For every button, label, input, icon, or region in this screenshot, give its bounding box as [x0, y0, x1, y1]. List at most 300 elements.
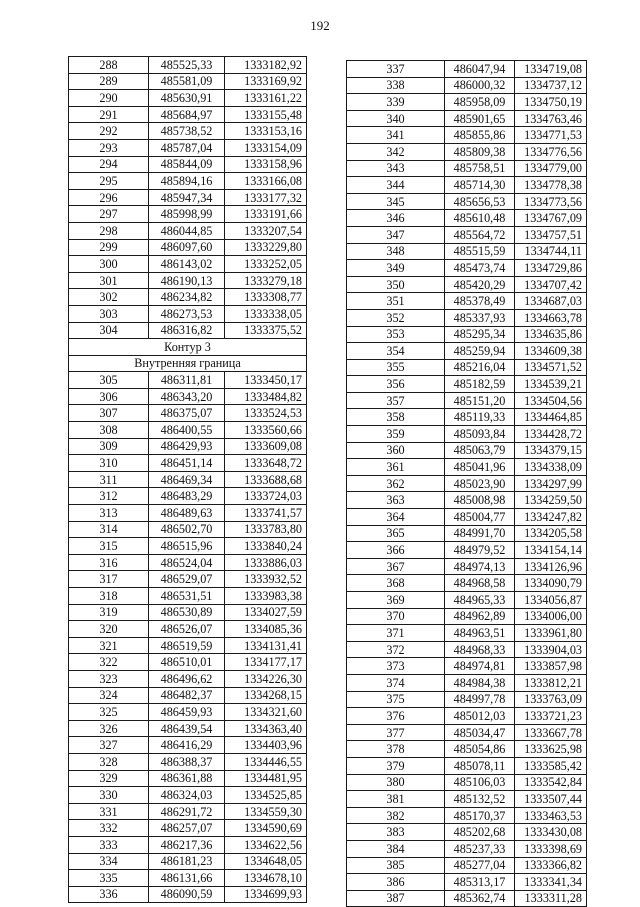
point-number: 341 — [347, 127, 445, 144]
x-coordinate: 485170,37 — [445, 807, 515, 824]
y-coordinate: 1333783,80 — [225, 521, 307, 538]
table-row — [69, 886, 307, 903]
x-coordinate: 485259,94 — [445, 343, 515, 360]
table-row — [69, 438, 307, 455]
point-number: 317 — [69, 571, 149, 588]
y-coordinate: 1333840,24 — [225, 538, 307, 555]
y-coordinate: 1333166,08 — [225, 173, 307, 190]
table-row — [347, 61, 587, 78]
x-coordinate: 485787,04 — [149, 139, 225, 156]
x-coordinate: 485106,03 — [445, 774, 515, 791]
table-row — [347, 641, 587, 658]
point-number: 352 — [347, 309, 445, 326]
table-row — [347, 525, 587, 542]
x-coordinate: 485855,86 — [445, 127, 515, 144]
table-row — [69, 206, 307, 223]
x-coordinate: 486316,82 — [149, 322, 225, 339]
x-coordinate: 486530,89 — [149, 604, 225, 621]
y-coordinate: 1333308,77 — [225, 289, 307, 306]
y-coordinate: 1333932,52 — [225, 571, 307, 588]
table-row — [69, 156, 307, 173]
table-row — [347, 724, 587, 741]
table-row — [347, 608, 587, 625]
y-coordinate: 1334205,58 — [515, 525, 587, 542]
x-coordinate: 485809,38 — [445, 143, 515, 160]
x-coordinate: 485581,09 — [149, 73, 225, 90]
x-coordinate: 486524,04 — [149, 554, 225, 571]
point-number: 289 — [69, 73, 149, 90]
table-row — [69, 588, 307, 605]
table-row — [347, 127, 587, 144]
y-coordinate: 1333161,22 — [225, 90, 307, 107]
y-coordinate: 1334481,95 — [225, 770, 307, 787]
point-number: 332 — [69, 820, 149, 837]
x-coordinate: 484965,33 — [445, 592, 515, 609]
table-row — [347, 890, 587, 907]
point-number: 309 — [69, 438, 149, 455]
table-row — [69, 853, 307, 870]
y-coordinate: 1333430,08 — [515, 824, 587, 841]
point-number: 344 — [347, 177, 445, 194]
point-number: 371 — [347, 625, 445, 642]
point-number: 368 — [347, 575, 445, 592]
table-row — [347, 741, 587, 758]
point-number: 297 — [69, 206, 149, 223]
point-number: 314 — [69, 521, 149, 538]
table-row — [347, 658, 587, 675]
table-row — [69, 189, 307, 206]
y-coordinate: 1333609,08 — [225, 438, 307, 455]
point-number: 312 — [69, 488, 149, 505]
x-coordinate: 486429,93 — [149, 438, 225, 455]
y-coordinate: 1334177,17 — [225, 654, 307, 671]
table-row — [347, 475, 587, 492]
y-coordinate: 1333648,72 — [225, 455, 307, 472]
x-coordinate: 485008,98 — [445, 492, 515, 509]
x-coordinate: 485894,16 — [149, 173, 225, 190]
table-row — [69, 106, 307, 123]
y-coordinate: 1334321,60 — [225, 704, 307, 721]
table-row — [69, 737, 307, 754]
y-coordinate: 1334446,55 — [225, 753, 307, 770]
point-number: 306 — [69, 388, 149, 405]
boundary-subtitle: Внутренняя граница — [69, 355, 307, 372]
x-coordinate: 486388,37 — [149, 753, 225, 770]
x-coordinate: 485738,52 — [149, 123, 225, 140]
table-row — [347, 757, 587, 774]
point-number: 348 — [347, 243, 445, 260]
y-coordinate: 1333667,78 — [515, 724, 587, 741]
table-row — [347, 160, 587, 177]
y-coordinate: 1334663,78 — [515, 309, 587, 326]
table-row — [347, 509, 587, 526]
y-coordinate: 1333279,18 — [225, 272, 307, 289]
y-coordinate: 1334338,09 — [515, 459, 587, 476]
x-coordinate: 485295,34 — [445, 326, 515, 343]
y-coordinate: 1334154,14 — [515, 542, 587, 559]
page-number: 192 — [310, 18, 330, 33]
table-row — [69, 554, 307, 571]
x-coordinate: 486496,62 — [149, 670, 225, 687]
y-coordinate: 1333625,98 — [515, 741, 587, 758]
table-row — [347, 708, 587, 725]
point-number: 356 — [347, 376, 445, 393]
y-coordinate: 1334757,51 — [515, 226, 587, 243]
table-row — [347, 392, 587, 409]
y-coordinate: 1333341,34 — [515, 874, 587, 891]
table-row — [69, 173, 307, 190]
y-coordinate: 1333904,03 — [515, 641, 587, 658]
table-row — [69, 256, 307, 273]
x-coordinate: 484968,33 — [445, 641, 515, 658]
y-coordinate: 1334729,86 — [515, 260, 587, 277]
point-number: 354 — [347, 343, 445, 360]
point-number: 328 — [69, 753, 149, 770]
point-number: 373 — [347, 658, 445, 675]
point-number: 295 — [69, 173, 149, 190]
x-coordinate: 485012,03 — [445, 708, 515, 725]
table-row — [69, 870, 307, 887]
y-coordinate: 1333961,80 — [515, 625, 587, 642]
x-coordinate: 485277,04 — [445, 857, 515, 874]
point-number: 313 — [69, 505, 149, 522]
point-number: 345 — [347, 193, 445, 210]
table-row — [69, 770, 307, 787]
x-coordinate: 485237,33 — [445, 840, 515, 857]
table-row — [347, 674, 587, 691]
point-number: 302 — [69, 289, 149, 306]
x-coordinate: 484974,13 — [445, 558, 515, 575]
y-coordinate: 1334719,08 — [515, 61, 587, 78]
point-number: 333 — [69, 836, 149, 853]
y-coordinate: 1334539,21 — [515, 376, 587, 393]
x-coordinate: 486375,07 — [149, 405, 225, 422]
y-coordinate: 1333207,54 — [225, 222, 307, 239]
right-table-rows — [347, 61, 587, 907]
x-coordinate: 486190,13 — [149, 272, 225, 289]
y-coordinate: 1334027,59 — [225, 604, 307, 621]
x-coordinate: 485119,33 — [445, 409, 515, 426]
table-row — [69, 289, 307, 306]
point-number: 339 — [347, 94, 445, 111]
y-coordinate: 1333191,66 — [225, 206, 307, 223]
y-coordinate: 1334771,53 — [515, 127, 587, 144]
table-row — [347, 276, 587, 293]
point-number: 299 — [69, 239, 149, 256]
x-coordinate: 485023,90 — [445, 475, 515, 492]
y-coordinate: 1334297,99 — [515, 475, 587, 492]
y-coordinate: 1333983,38 — [225, 588, 307, 605]
x-coordinate: 485078,11 — [445, 757, 515, 774]
point-number: 324 — [69, 687, 149, 704]
point-number: 358 — [347, 409, 445, 426]
y-coordinate: 1334773,56 — [515, 193, 587, 210]
table-row — [347, 193, 587, 210]
point-number: 335 — [69, 870, 149, 887]
x-coordinate: 486519,59 — [149, 637, 225, 654]
table-row — [69, 704, 307, 721]
x-coordinate: 484974,81 — [445, 658, 515, 675]
y-coordinate: 1334090,79 — [515, 575, 587, 592]
point-number: 346 — [347, 210, 445, 227]
y-coordinate: 1334085,36 — [225, 621, 307, 638]
x-coordinate: 486097,60 — [149, 239, 225, 256]
table-row — [347, 343, 587, 360]
point-number: 376 — [347, 708, 445, 725]
coordinates-table-left — [68, 56, 307, 903]
table-row — [347, 177, 587, 194]
point-number: 363 — [347, 492, 445, 509]
x-coordinate: 485610,48 — [445, 210, 515, 227]
table-row — [347, 260, 587, 277]
table-row — [347, 807, 587, 824]
point-number: 334 — [69, 853, 149, 870]
x-coordinate: 485420,29 — [445, 276, 515, 293]
table-row — [347, 359, 587, 376]
y-coordinate: 1334687,03 — [515, 293, 587, 310]
x-coordinate: 485216,04 — [445, 359, 515, 376]
point-number: 321 — [69, 637, 149, 654]
point-number: 375 — [347, 691, 445, 708]
table-row — [69, 90, 307, 107]
y-coordinate: 1334763,46 — [515, 110, 587, 127]
point-number: 288 — [69, 57, 149, 74]
y-coordinate: 1333169,92 — [225, 73, 307, 90]
y-coordinate: 1333857,98 — [515, 658, 587, 675]
y-coordinate: 1334226,30 — [225, 670, 307, 687]
x-coordinate: 486090,59 — [149, 886, 225, 903]
table-row — [69, 637, 307, 654]
table-row — [347, 625, 587, 642]
point-number: 307 — [69, 405, 149, 422]
point-number: 381 — [347, 791, 445, 808]
point-number: 292 — [69, 123, 149, 140]
point-number: 326 — [69, 720, 149, 737]
x-coordinate: 485054,86 — [445, 741, 515, 758]
table-row — [69, 687, 307, 704]
point-number: 329 — [69, 770, 149, 787]
point-number: 325 — [69, 704, 149, 721]
point-number: 385 — [347, 857, 445, 874]
y-coordinate: 1334699,93 — [225, 886, 307, 903]
point-number: 370 — [347, 608, 445, 625]
table-row — [69, 488, 307, 505]
table-row — [347, 840, 587, 857]
x-coordinate: 486502,70 — [149, 521, 225, 538]
point-number: 311 — [69, 471, 149, 488]
x-coordinate: 485844,09 — [149, 156, 225, 173]
x-coordinate: 485630,91 — [149, 90, 225, 107]
x-coordinate: 484979,52 — [445, 542, 515, 559]
point-number: 298 — [69, 222, 149, 239]
point-number: 290 — [69, 90, 149, 107]
point-number: 382 — [347, 807, 445, 824]
table-row — [347, 94, 587, 111]
y-coordinate: 1334779,00 — [515, 160, 587, 177]
point-number: 364 — [347, 509, 445, 526]
x-coordinate: 486234,82 — [149, 289, 225, 306]
point-number: 384 — [347, 840, 445, 857]
point-number: 361 — [347, 459, 445, 476]
table-row — [347, 874, 587, 891]
y-coordinate: 1334268,15 — [225, 687, 307, 704]
y-coordinate: 1334006,00 — [515, 608, 587, 625]
table-row — [69, 272, 307, 289]
point-number: 316 — [69, 554, 149, 571]
point-number: 365 — [347, 525, 445, 542]
point-number: 338 — [347, 77, 445, 94]
table-row — [347, 575, 587, 592]
table-row — [69, 422, 307, 439]
table-row — [347, 243, 587, 260]
x-coordinate: 485758,51 — [445, 160, 515, 177]
point-number: 308 — [69, 422, 149, 439]
table-row — [69, 305, 307, 322]
y-coordinate: 1334525,85 — [225, 787, 307, 804]
y-coordinate: 1334622,56 — [225, 836, 307, 853]
table-row — [347, 143, 587, 160]
point-number: 378 — [347, 741, 445, 758]
point-number: 379 — [347, 757, 445, 774]
y-coordinate: 1334131,41 — [225, 637, 307, 654]
x-coordinate: 485564,72 — [445, 226, 515, 243]
y-coordinate: 1334744,11 — [515, 243, 587, 260]
point-number: 349 — [347, 260, 445, 277]
y-coordinate: 1334590,69 — [225, 820, 307, 837]
x-coordinate: 486000,32 — [445, 77, 515, 94]
section-title-row — [69, 339, 307, 356]
table-row — [69, 604, 307, 621]
x-coordinate: 486047,94 — [445, 61, 515, 78]
x-coordinate: 486273,53 — [149, 305, 225, 322]
table-row — [69, 803, 307, 820]
x-coordinate: 485132,52 — [445, 791, 515, 808]
section-subtitle-row — [69, 355, 307, 372]
y-coordinate: 1334056,87 — [515, 592, 587, 609]
x-coordinate: 485313,17 — [445, 874, 515, 891]
y-coordinate: 1333153,16 — [225, 123, 307, 140]
y-coordinate: 1333507,44 — [515, 791, 587, 808]
y-coordinate: 1333311,28 — [515, 890, 587, 907]
table-row — [347, 409, 587, 426]
point-number: 347 — [347, 226, 445, 243]
table-row — [347, 426, 587, 443]
point-number: 383 — [347, 824, 445, 841]
table-row — [347, 691, 587, 708]
point-number: 355 — [347, 359, 445, 376]
table-row — [69, 123, 307, 140]
x-coordinate: 486439,54 — [149, 720, 225, 737]
x-coordinate: 486257,07 — [149, 820, 225, 837]
y-coordinate: 1334778,38 — [515, 177, 587, 194]
point-number: 291 — [69, 106, 149, 123]
x-coordinate: 485958,09 — [445, 94, 515, 111]
table-row — [69, 505, 307, 522]
point-number: 343 — [347, 160, 445, 177]
point-number: 340 — [347, 110, 445, 127]
x-coordinate: 485901,65 — [445, 110, 515, 127]
table-row — [69, 222, 307, 239]
x-coordinate: 486143,02 — [149, 256, 225, 273]
y-coordinate: 1334464,85 — [515, 409, 587, 426]
x-coordinate: 485362,74 — [445, 890, 515, 907]
x-coordinate: 485337,93 — [445, 309, 515, 326]
table-row — [69, 670, 307, 687]
table-row — [347, 326, 587, 343]
point-number: 293 — [69, 139, 149, 156]
y-coordinate: 1333741,57 — [225, 505, 307, 522]
point-number: 360 — [347, 442, 445, 459]
point-number: 304 — [69, 322, 149, 339]
table-row — [69, 621, 307, 638]
table-row — [69, 139, 307, 156]
point-number: 337 — [347, 61, 445, 78]
x-coordinate: 485004,77 — [445, 509, 515, 526]
y-coordinate: 1334379,15 — [515, 442, 587, 459]
x-coordinate: 486343,20 — [149, 388, 225, 405]
x-coordinate: 486489,63 — [149, 505, 225, 522]
table-row — [347, 592, 587, 609]
y-coordinate: 1333463,53 — [515, 807, 587, 824]
y-coordinate: 1333252,05 — [225, 256, 307, 273]
y-coordinate: 1334737,12 — [515, 77, 587, 94]
y-coordinate: 1333484,82 — [225, 388, 307, 405]
point-number: 353 — [347, 326, 445, 343]
table-row — [347, 558, 587, 575]
y-coordinate: 1333886,03 — [225, 554, 307, 571]
table-row — [69, 538, 307, 555]
y-coordinate: 1334363,40 — [225, 720, 307, 737]
point-number: 322 — [69, 654, 149, 671]
x-coordinate: 484962,89 — [445, 608, 515, 625]
table-row — [69, 720, 307, 737]
table-row — [69, 322, 307, 339]
point-number: 296 — [69, 189, 149, 206]
table-row — [69, 57, 307, 74]
table-row — [69, 753, 307, 770]
point-number: 366 — [347, 542, 445, 559]
table-row — [347, 542, 587, 559]
point-number: 330 — [69, 787, 149, 804]
point-number: 359 — [347, 426, 445, 443]
left-table-rows-before — [69, 57, 307, 339]
table-row — [347, 459, 587, 476]
table-row — [69, 388, 307, 405]
table-row — [347, 774, 587, 791]
table-row — [347, 309, 587, 326]
table-row — [69, 455, 307, 472]
point-number: 387 — [347, 890, 445, 907]
contour-title: Контур 3 — [69, 339, 307, 356]
point-number: 351 — [347, 293, 445, 310]
x-coordinate: 486044,85 — [149, 222, 225, 239]
table-row — [69, 654, 307, 671]
point-number: 367 — [347, 558, 445, 575]
point-number: 318 — [69, 588, 149, 605]
y-coordinate: 1333812,21 — [515, 674, 587, 691]
table-row — [69, 571, 307, 588]
y-coordinate: 1334247,82 — [515, 509, 587, 526]
table-row — [347, 492, 587, 509]
point-number: 377 — [347, 724, 445, 741]
point-number: 372 — [347, 641, 445, 658]
x-coordinate: 484968,58 — [445, 575, 515, 592]
point-number: 362 — [347, 475, 445, 492]
x-coordinate: 486526,07 — [149, 621, 225, 638]
x-coordinate: 485998,99 — [149, 206, 225, 223]
left-table-rows-after — [69, 372, 307, 903]
x-coordinate: 485093,84 — [445, 426, 515, 443]
